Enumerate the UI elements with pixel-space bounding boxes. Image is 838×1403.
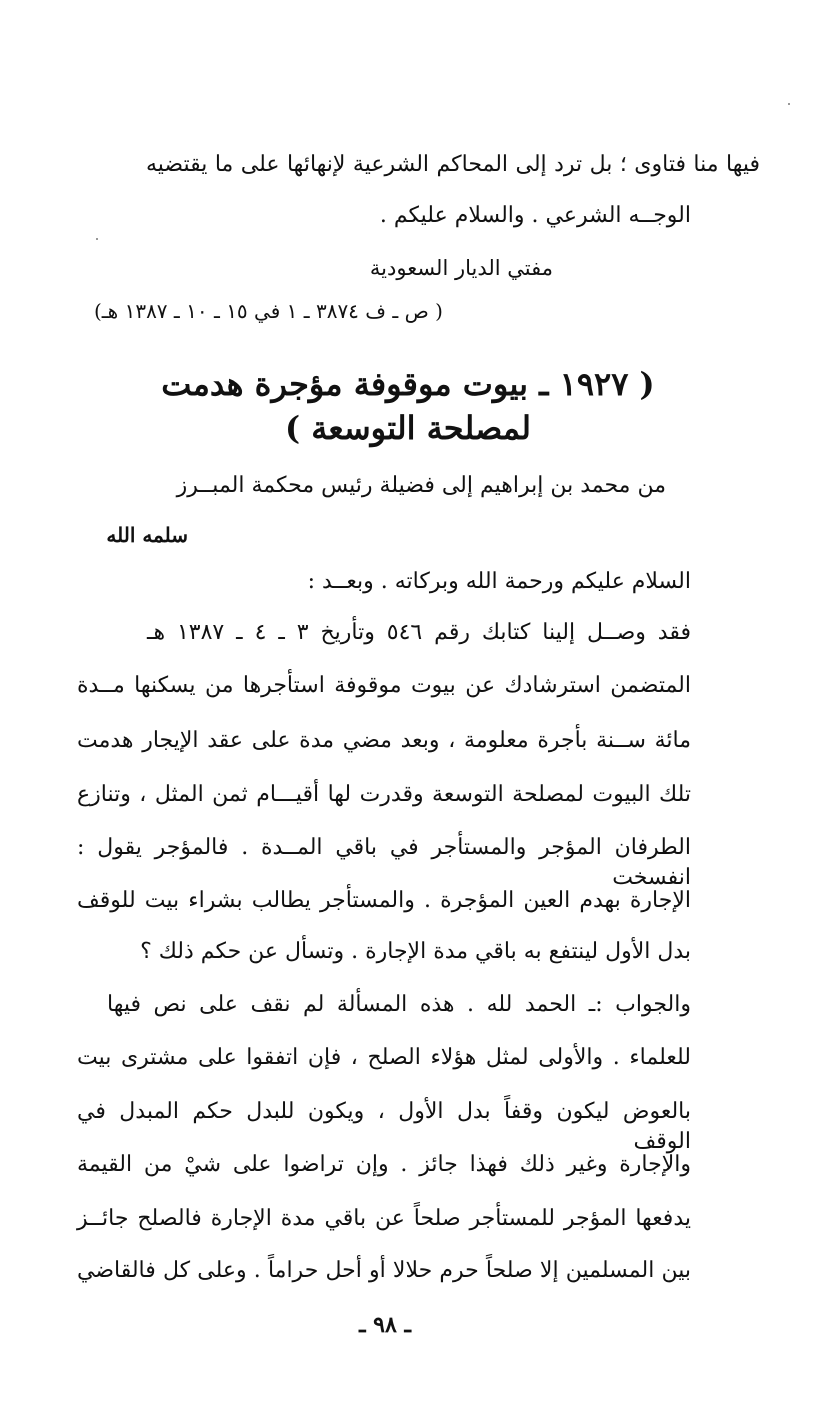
body-line-9: للعلماء . والأولى لمثل هؤلاء الصلح ، فإن اتفقوا على مشترى بيت bbox=[77, 1045, 691, 1070]
scan-speck bbox=[788, 103, 790, 105]
body-line-2: المتضمن استرشادك عن بيوت موقوفة استأجرها من يسكنها مــدة bbox=[77, 673, 691, 698]
body-line-8: والجواب :ـ الحمد لله . هذه المسألة لم نقف على نص فيها bbox=[107, 992, 691, 1017]
greeting-line: السلام عليكم ورحمة الله وبركاته . وبعــد : bbox=[307, 569, 691, 594]
body-line-6: الإجارة بهدم العين المؤجرة . والمستأجر يطالب بشراء بيت للوقف bbox=[77, 888, 691, 913]
body-line-7: بدل الأول لينتفع به باقي مدة الإجارة . وتسأل عن حكم ذلك ؟ bbox=[140, 939, 691, 964]
body-line-11: والإجارة وغير ذلك فهذا جائز . وإن تراضوا على شيْ من القيمة bbox=[77, 1152, 691, 1177]
continuation-line-1: فيها منا فتاوى ؛ بل ترد إلى المحاكم الشرعية لإنهائها على ما يقتضيه bbox=[146, 152, 760, 177]
body-line-1: فقد وصــل إلينا كتابك رقم ٥٤٦ وتأريخ ٣ ـ ٤ ـ ١٣٨٧ هـ bbox=[147, 620, 692, 645]
section-heading-line-1: ( ١٩٢٧ ـ بيوت موقوفة مؤجرة هدمت bbox=[161, 365, 655, 403]
body-line-3: مائة ســنة بأجرة معلومة ، وبعد مضي مدة على عقد الإيجار هدمت bbox=[77, 728, 691, 753]
continuation-line-2: الوجــه الشرعي . والسلام عليكم . bbox=[379, 203, 691, 228]
body-line-4: تلك البيوت لمصلحة التوسعة وقدرت لها أقيـــام ثمن المثل ، وتنازع bbox=[77, 782, 691, 807]
addressee-blessing: سلمه الله bbox=[106, 523, 188, 547]
signature-reference: ( ص ـ ف ٣٨٧٤ ـ ١ في ١٥ ـ ١٠ ـ ١٣٨٧ هـ) bbox=[94, 299, 443, 323]
scan-speck bbox=[96, 238, 98, 240]
signature-title: مفتي الديار السعودية bbox=[369, 256, 553, 280]
body-line-5: الطرفان المؤجر والمستأجر في باقي المــدة . فالمؤجر يقول : انفسخت bbox=[77, 835, 691, 890]
body-line-13: بين المسلمين إلا صلحاً حرم حلالا أو أحل حراماً . وعلى كل فالقاضي bbox=[77, 1258, 691, 1283]
page-number: ـ ٩٨ ـ bbox=[359, 1312, 411, 1338]
body-line-10: بالعوض ليكون وقفاً بدل الأول ، ويكون للبدل حكم المبدل في الوقف bbox=[77, 1099, 691, 1154]
addressee-line: من محمد بن إبراهيم إلى فضيلة رئيس محكمة المبــرز bbox=[176, 473, 666, 498]
body-line-12: يدفعها المؤجر للمستأجر صلحاً عن باقي مدة الإجارة فالصلح جائــز bbox=[77, 1206, 691, 1231]
section-heading-line-2: لمصلحة التوسعة ) bbox=[284, 409, 532, 447]
